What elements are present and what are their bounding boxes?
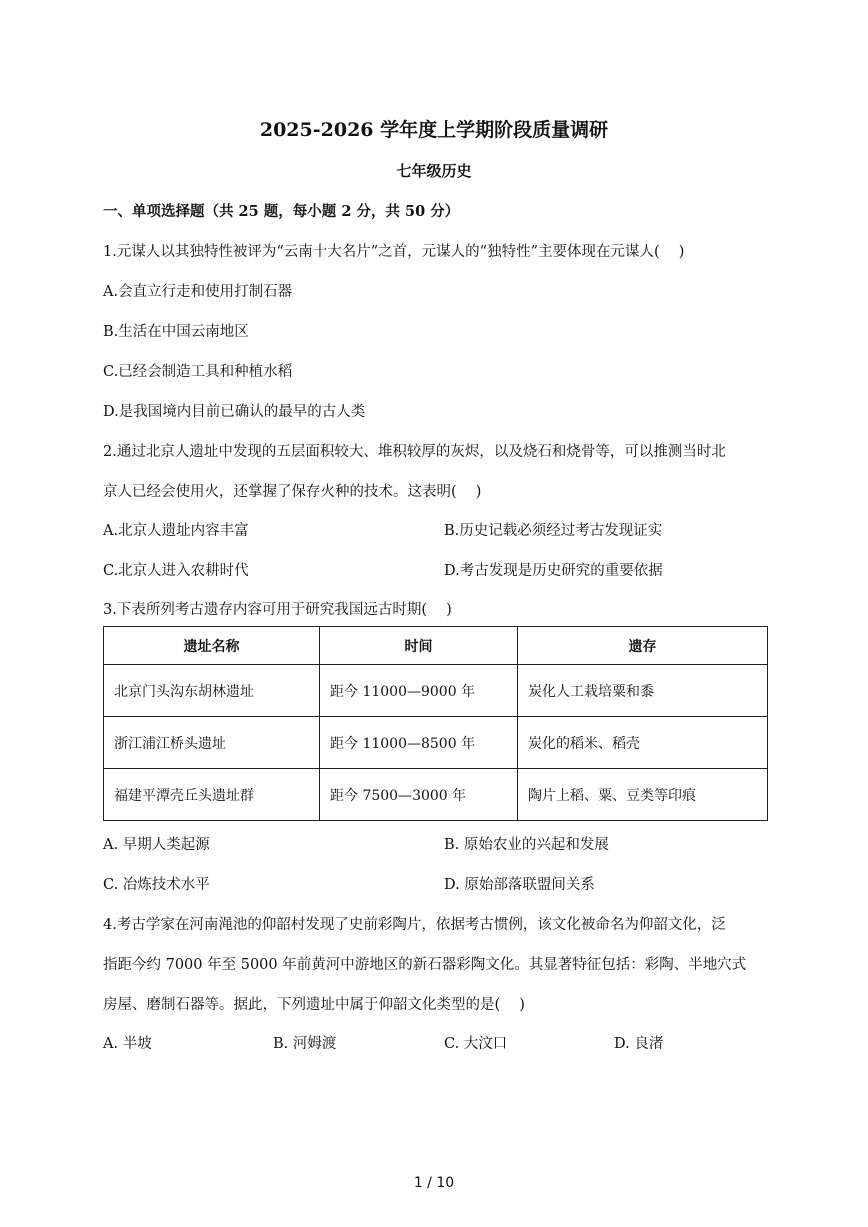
table-row: [104, 665, 768, 717]
q1-option-d: D.是我国境内目前已确认的最早的古人类: [103, 404, 366, 420]
q3-option-c: C. 冶炼技术水平: [103, 877, 210, 893]
q4-stem-line1: 4.考古学家在河南渑池的仰韶村发现了史前彩陶片，依据考古惯例，该文化被命名为仰韶文化，泛: [103, 917, 726, 933]
q2-stem-line1: 2.通过北京人遗址中发现的五层面积较大、堆积较厚的灰烬，以及烧石和烧骨等，可以推测当时北: [103, 444, 726, 460]
table-cell: 距今 11000—8500 年: [320, 717, 518, 769]
table-header-cell: 遗址名称: [104, 627, 320, 665]
table-header-cell: 遗存: [518, 627, 768, 665]
q2-stem-line2: 京人已经会使用火，还掌握了保存火种的技术。这表明( ): [103, 484, 482, 500]
table-header-cell: 时间: [320, 627, 518, 665]
table-cell: 距今 11000—9000 年: [320, 665, 518, 717]
section-heading: 一、单项选择题（共 25 题，每小题 2 分，共 50 分）: [103, 203, 460, 220]
q2-option-c: C.北京人进入农耕时代: [103, 563, 249, 579]
table-cell: 陶片上稻、粟、豆类等印痕: [518, 769, 768, 821]
q2-option-b: B.历史记载必须经过考古发现证实: [444, 523, 663, 539]
table-cell: 炭化人工栽培粟和黍: [518, 665, 768, 717]
q4-stem-line3: 房屋、磨制石器等。据此，下列遗址中属于仰韶文化类型的是( ): [103, 997, 525, 1013]
q1-stem: 1.元谋人以其独特性被评为“云南十大名片”之首，元谋人的“独特性”主要体现在元谋人( ): [103, 244, 685, 260]
table-row: [104, 717, 768, 769]
q3-option-a: A. 早期人类起源: [103, 837, 210, 853]
q3-stem: 3.下表所列考古遗存内容可用于研究我国远古时期( ): [103, 602, 452, 618]
page-title: 2025-2026 学年度上学期阶段质量调研: [259, 119, 609, 141]
page-subtitle: 七年级历史: [396, 162, 472, 180]
page-indicator: 1 / 10: [413, 1175, 455, 1191]
table-header-row: [104, 627, 768, 665]
q3-option-b: B. 原始农业的兴起和发展: [444, 837, 609, 853]
q3-option-d: D. 原始部落联盟间关系: [444, 877, 595, 893]
table-cell: 浙江浦江桥头遗址: [104, 717, 320, 769]
q4-option-d: D. 良渚: [614, 1036, 664, 1052]
table-cell: 炭化的稻米、稻壳: [518, 717, 768, 769]
q2-option-a: A.北京人遗址内容丰富: [103, 523, 249, 539]
q1-option-b: B.生活在中国云南地区: [103, 324, 249, 340]
table-cell: 北京门头沟东胡林遗址: [104, 665, 320, 717]
q4-option-b: B. 河姆渡: [273, 1036, 337, 1052]
q4-option-a: A. 半坡: [103, 1036, 152, 1052]
q4-option-c: C. 大汶口: [444, 1036, 508, 1052]
relics-table: [103, 626, 768, 821]
q1-option-c: C.已经会制造工具和种植水稻: [103, 364, 293, 380]
table-cell: 福建平潭壳丘头遗址群: [104, 769, 320, 821]
q2-option-d: D.考古发现是历史研究的重要依据: [444, 563, 663, 579]
table-cell: 距今 7500—3000 年: [320, 769, 518, 821]
q1-option-a: A.会直立行走和使用打制石器: [103, 284, 293, 300]
q4-stem-line2: 指距今约 7000 年至 5000 年前黄河中游地区的新石器彩陶文化。其显著特征包括：彩陶、半地穴式: [103, 957, 747, 973]
table-row: [104, 769, 768, 821]
